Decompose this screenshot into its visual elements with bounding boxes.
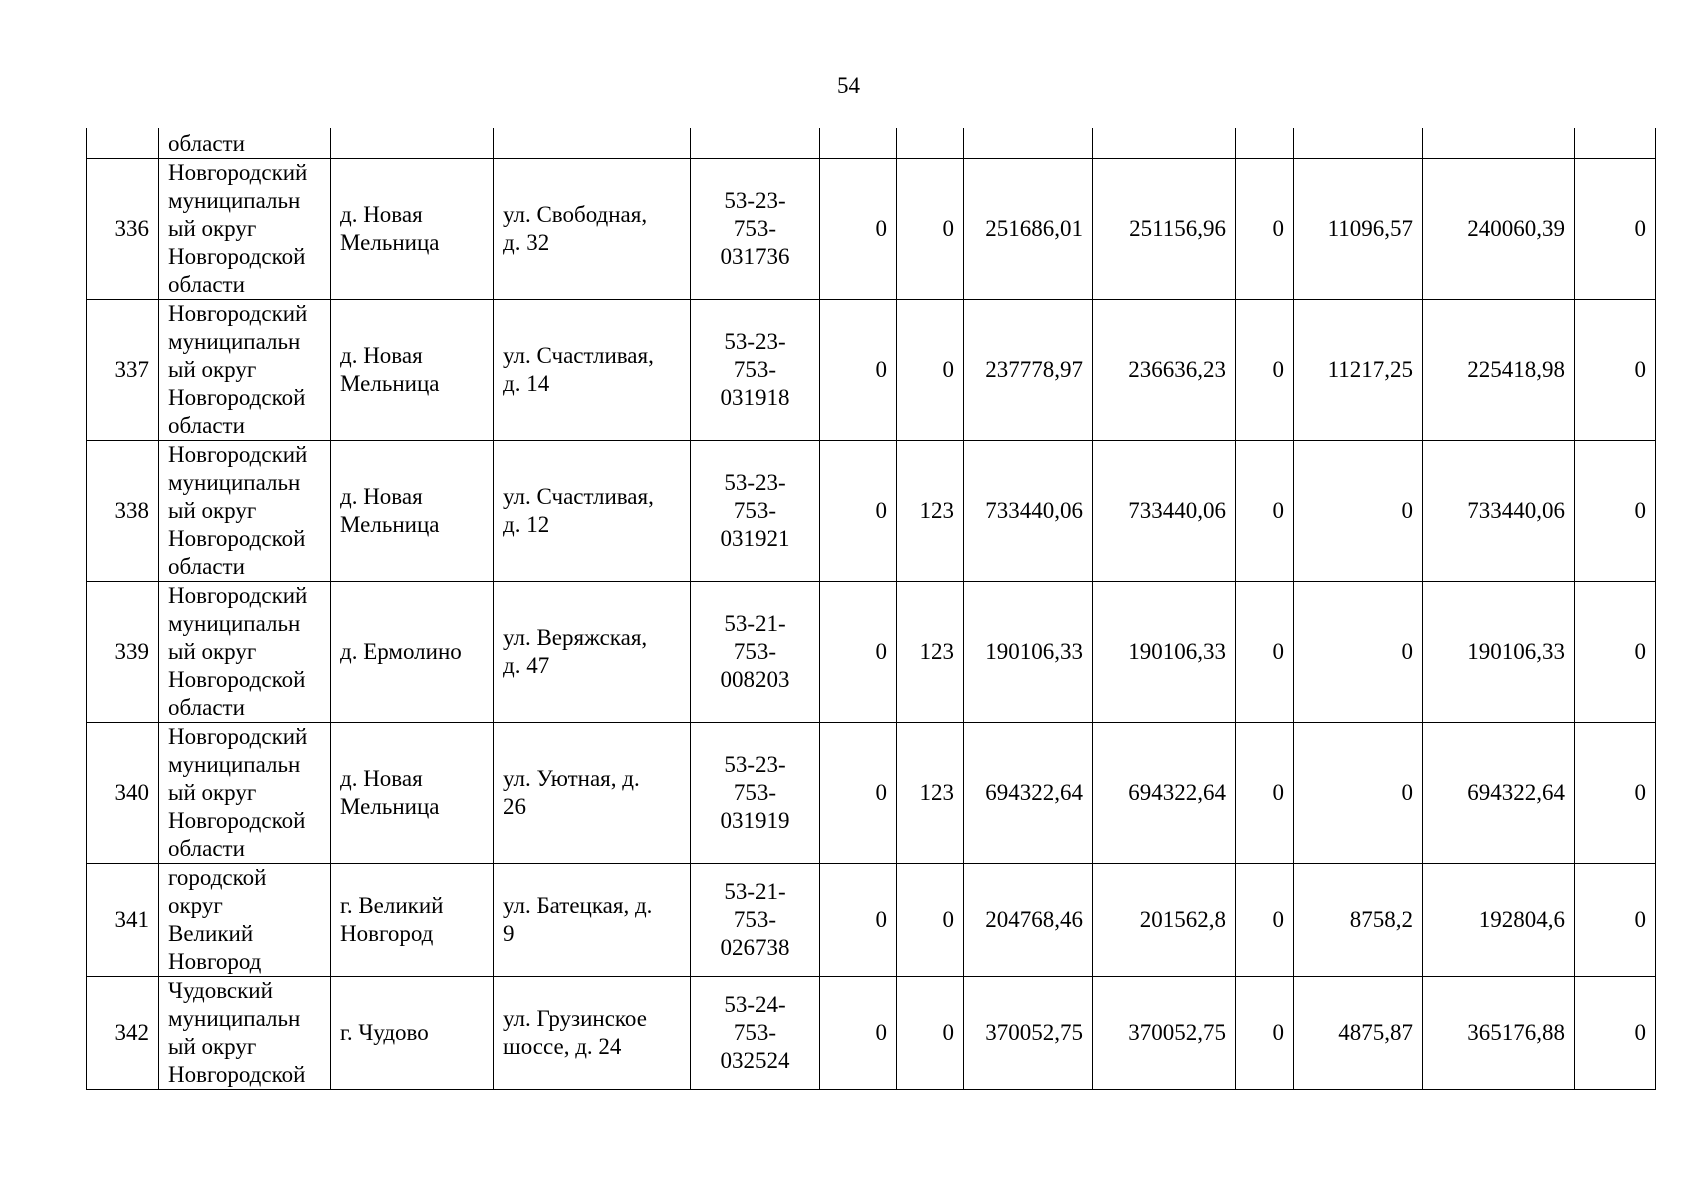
page-number: 54 [837,73,860,98]
cell-locality-line: Мельница [340,370,440,396]
cell-num: 339 [87,581,159,722]
cell-value: 0 [820,440,897,581]
cell-municipality [159,581,331,722]
cell-municipality-line: Новгородский [168,582,308,608]
cell-street [494,976,691,1089]
cell-value: 0 [1236,581,1294,722]
cell-street-line: д. 14 [503,370,550,396]
cell-municipality-line: Великий [168,920,254,946]
cell-street-line: 9 [503,920,515,946]
cell-value: 11096,57 [1294,158,1423,299]
cell-municipality-line: муниципальн [168,328,301,354]
cell-value: 251686,01 [964,158,1093,299]
cell-value: 0 [820,158,897,299]
cell-code-line: 753- [733,215,777,241]
cell-value: 0 [1236,440,1294,581]
cell-code-line: 753- [733,779,777,805]
cell-street [494,128,691,158]
cell-value: 0 [820,976,897,1089]
cell-num [87,128,159,158]
cell-code-line: 753- [733,356,777,382]
cell-municipality: области [159,128,331,158]
cell-street-line: ул. Веряжская, [503,624,648,650]
cell-street [494,581,691,722]
cell-value [820,128,897,158]
cell-value: 0 [897,863,964,976]
cell-street-line: ул. Батецкая, д. [503,892,653,918]
cell-municipality-line: Новгородский [168,300,308,326]
cell-value: 370052,75 [964,976,1093,1089]
cell-value: 733440,06 [964,440,1093,581]
cell-value: 694322,64 [1093,722,1236,863]
cell-locality [331,581,494,722]
table-row [87,863,1656,976]
cell-value: 0 [897,158,964,299]
cell-code-line: 032524 [720,1047,790,1073]
cell-value: 123 [897,440,964,581]
cell-num: 337 [87,299,159,440]
cell-num: 341 [87,863,159,976]
cell-code-line: 753- [733,497,777,523]
cell-municipality-line: Новгородский [168,159,308,185]
cell-code-line: 53-21- [724,610,786,636]
cell-street-line: ул. Счастливая, [503,342,654,368]
cell-locality-line: д. Новая [340,201,423,227]
cell-municipality-line: Чудовский [168,977,273,1003]
cell-code [691,976,820,1089]
cell-municipality [159,976,331,1089]
cell-municipality-line: Новгород [168,948,262,974]
cell-code-line: 008203 [720,666,790,692]
cell-value: 0 [897,976,964,1089]
cell-street-line: 26 [503,793,526,819]
cell-value: 0 [820,299,897,440]
table-row [87,581,1656,722]
cell-municipality-line: области [168,835,245,861]
cell-locality-line: Мельница [340,793,440,819]
cell-municipality-line: округ [168,892,223,918]
cell-locality-line: г. Чудово [340,1019,429,1045]
cell-code-line: 53-23- [724,187,786,213]
cell-locality [331,299,494,440]
cell-locality [331,976,494,1089]
cell-municipality-line: Новгородской [168,525,306,551]
cell-code [691,863,820,976]
cell-value: 370052,75 [1093,976,1236,1089]
cell-locality [331,722,494,863]
cell-value: 0 [1575,581,1656,722]
cell-value [1236,128,1294,158]
table-row-continuation [87,128,1656,158]
cell-value: 0 [820,722,897,863]
cell-municipality-line: Новгородской [168,807,306,833]
cell-code-line: 026738 [720,934,790,960]
cell-value [1423,128,1575,158]
cell-value: 0 [820,863,897,976]
cell-locality [331,158,494,299]
cell-municipality [159,440,331,581]
cell-value: 201562,8 [1093,863,1236,976]
cell-value [964,128,1093,158]
cell-value: 694322,64 [1423,722,1575,863]
cell-num: 338 [87,440,159,581]
cell-value: 733440,06 [1423,440,1575,581]
cell-code [691,440,820,581]
cell-street-line: шоссе, д. 24 [503,1033,622,1059]
cell-value: 240060,39 [1423,158,1575,299]
cell-municipality [159,299,331,440]
cell-locality-line: Мельница [340,229,440,255]
cell-municipality-line: муниципальн [168,610,301,636]
cell-municipality-line: ый округ [168,497,257,523]
cell-municipality-line: Новгородский [168,441,308,467]
cell-municipality-line: области [168,412,245,438]
cell-num: 342 [87,976,159,1089]
cell-code-line: 031736 [720,243,790,269]
cell-municipality-line: области [168,553,245,579]
cell-street-line: д. 47 [503,652,550,678]
cell-value: 123 [897,581,964,722]
cell-code [691,581,820,722]
cell-value: 8758,2 [1294,863,1423,976]
cell-code-line: 53-23- [724,751,786,777]
cell-value: 236636,23 [1093,299,1236,440]
cell-code-line: 031918 [720,384,790,410]
cell-value: 123 [897,722,964,863]
cell-municipality-line: Новгородский [168,723,308,749]
cell-municipality-line: Новгородской [168,243,306,269]
cell-locality-line: Новгород [340,920,434,946]
cell-code-line: 53-23- [724,328,786,354]
cell-municipality-line: ый округ [168,1033,257,1059]
cell-value: 0 [1294,440,1423,581]
cell-municipality-line: городской [168,864,267,890]
cell-value: 0 [1575,158,1656,299]
table-row [87,722,1656,863]
cell-street-line: д. 12 [503,511,550,537]
cell-locality-line: д. Новая [340,483,423,509]
cell-street [494,722,691,863]
cell-value: 190106,33 [1423,581,1575,722]
cell-value [1294,128,1423,158]
cell-locality-line: д. Новая [340,765,423,791]
cell-value: 190106,33 [964,581,1093,722]
cell-municipality [159,863,331,976]
cell-street-line: д. 32 [503,229,550,255]
cell-code [691,128,820,158]
cell-municipality-line: ый округ [168,356,257,382]
cell-value: 694322,64 [964,722,1093,863]
cell-code-line: 53-23- [724,469,786,495]
cell-locality-line: д. Новая [340,342,423,368]
cell-street-line: ул. Счастливая, [503,483,654,509]
cell-municipality-line: области [168,271,245,297]
cell-value: 365176,88 [1423,976,1575,1089]
cell-code-line: 753- [733,638,777,664]
table-row [87,440,1656,581]
cell-value: 204768,46 [964,863,1093,976]
cell-code-line: 031921 [720,525,790,551]
cell-value: 0 [1575,863,1656,976]
cell-value [897,128,964,158]
cell-value: 11217,25 [1294,299,1423,440]
cell-value: 225418,98 [1423,299,1575,440]
cell-value: 4875,87 [1294,976,1423,1089]
cell-locality-line: д. Ермолино [340,638,462,664]
cell-municipality-line: области [168,694,245,720]
cell-municipality-line: Новгородской [168,1061,306,1087]
table-row [87,299,1656,440]
cell-municipality-line: ый округ [168,215,257,241]
cell-value: 251156,96 [1093,158,1236,299]
cell-street-line: ул. Свободная, [503,201,648,227]
cell-code-line: 753- [733,1019,777,1045]
cell-value: 733440,06 [1093,440,1236,581]
cell-municipality-line: Новгородской [168,384,306,410]
cell-value: 0 [1294,581,1423,722]
cell-num: 340 [87,722,159,863]
cell-value: 0 [1575,722,1656,863]
cell-municipality-line: муниципальн [168,751,301,777]
table-row [87,976,1656,1089]
cell-value: 0 [820,581,897,722]
cell-value [1575,128,1656,158]
cell-code-line: 53-24- [724,991,786,1017]
cell-municipality-line: муниципальн [168,469,301,495]
cell-street-line: ул. Уютная, д. [503,765,640,791]
cell-municipality [159,722,331,863]
cell-municipality-line: муниципальн [168,187,301,213]
cell-value: 190106,33 [1093,581,1236,722]
cell-code-line: 031919 [720,807,790,833]
cell-num: 336 [87,158,159,299]
cell-street [494,299,691,440]
cell-street [494,863,691,976]
cell-code [691,299,820,440]
cell-value: 192804,6 [1423,863,1575,976]
cell-street-line: ул. Грузинское [503,1005,647,1031]
cell-value: 0 [1575,299,1656,440]
cell-code-line: 53-21- [724,878,786,904]
cell-municipality-line: ый округ [168,779,257,805]
cell-value [1093,128,1236,158]
cell-code-line: 753- [733,906,777,932]
cell-locality-line: Мельница [340,511,440,537]
cell-value: 0 [1236,976,1294,1089]
cell-street [494,440,691,581]
cell-value: 0 [897,299,964,440]
cell-value: 237778,97 [964,299,1093,440]
cell-municipality-line: муниципальн [168,1005,301,1031]
cell-municipality-line: ый округ [168,638,257,664]
cell-locality [331,128,494,158]
table-row [87,158,1656,299]
cell-municipality [159,158,331,299]
cell-locality [331,863,494,976]
cell-code [691,158,820,299]
cell-street [494,158,691,299]
cell-value: 0 [1575,976,1656,1089]
cell-value: 0 [1236,863,1294,976]
cell-code [691,722,820,863]
registry-table [86,128,1656,1090]
cell-municipality-line: Новгородской [168,666,306,692]
cell-value: 0 [1294,722,1423,863]
cell-value: 0 [1236,158,1294,299]
cell-value: 0 [1236,722,1294,863]
cell-value: 0 [1575,440,1656,581]
cell-locality-line: г. Великий [340,892,444,918]
cell-value: 0 [1236,299,1294,440]
cell-locality [331,440,494,581]
